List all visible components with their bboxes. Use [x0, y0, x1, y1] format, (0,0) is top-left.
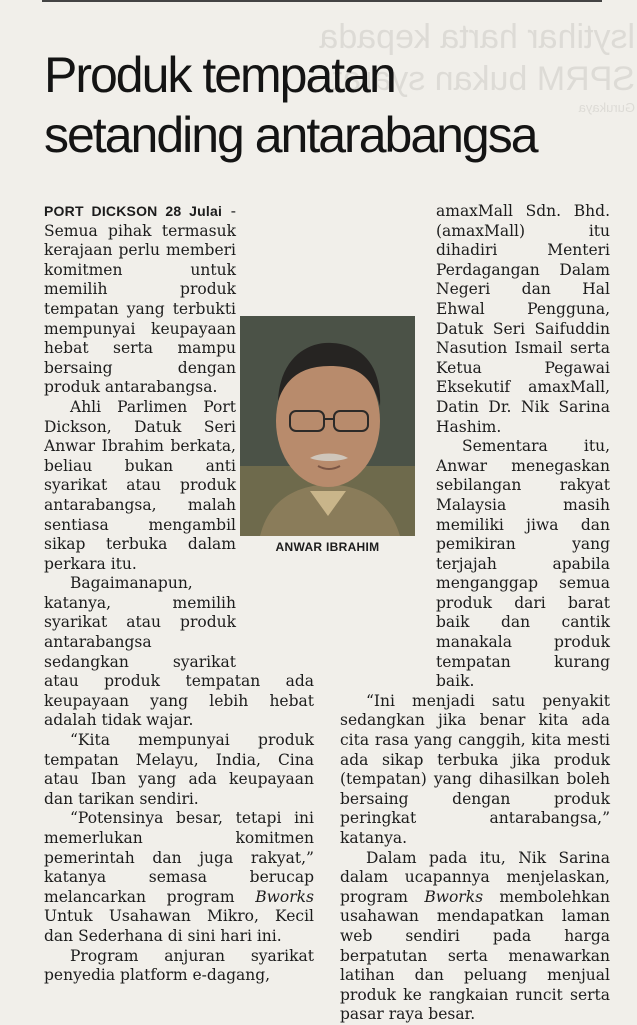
bleed-through-line-2: SPRM bukan syarat — [332, 60, 635, 98]
article-paragraph: “Ini menjadi satu penyakit sedangkan jika benar kita ada cita rasa yang canggih, kita mesti ada sikap terbuka jika produk (tempatan) yang dihasilkan boleh bersaing dengan produk peringkat antarabangsa,” katanya. — [340, 691, 610, 847]
dateline: PORT DICKSON 28 Julai — [44, 203, 223, 219]
program-name: Bworks — [424, 887, 484, 906]
photo-caption: ANWAR IBRAHIM — [275, 540, 380, 554]
article-paragraph: Bagaimanapun, katanya, memilih syarikat atau produk antarabangsa sedangkan syarikat atau produk tempatan ada keupayaan yang lebih hebat adalah tidak wajar. — [44, 574, 314, 730]
bleed-through-line-3: Gurukaya — [578, 100, 635, 115]
headline — [44, 45, 624, 165]
article-paragraph: Dalam pada itu, Nik Sarina dalam ucapannya menjelaskan, program Bworks membolehkan usahawan mendapatkan laman web sendiri pada harga berpatutan serta menawarkan latihan dan peluang menjual produk ke rangkaian runcit serta pasar raya besar. — [340, 848, 610, 1024]
article-paragraph: Program anjuran syarikat penyedia platform e-dagang, — [44, 946, 314, 985]
program-name: Bworks — [255, 887, 314, 906]
bleed-through-line-1: lsytihar harta kepada — [319, 18, 635, 56]
portrait-photo — [240, 316, 415, 536]
article-paragraph: Sementara itu, Anwar menegaskan sebilangan rakyat Malaysia masih memiliki jiwa dan pemikiran yang terjajah apabila menganggap semua produk dari barat baik dan cantik manakala produk tempatan kurang baik. — [436, 437, 610, 691]
top-rule — [42, 0, 602, 2]
article-paragraph: “Kita mempunyai produk tempatan Melayu, India, Cina atau Iban yang ada keupayaan dan tarikan sendiri. — [44, 731, 314, 808]
headline-line-2: setanding antarabangsa — [44, 107, 537, 163]
article-paragraph: PORT DICKSON 28 Julai - Semua pihak termasuk kerajaan perlu memberi komitmen untuk memilih produk tempatan yang terbukti mempunyai keupayaan hebat serta mampu bersaing dengan produk antarabangsa. — [44, 202, 237, 397]
article-paragraph: Ahli Parlimen Port Dickson, Datuk Seri Anwar Ibrahim berkata, beliau bukan anti syarikat atau produk antarabangsa, malah sentiasa mengambil sikap terbuka dalam perkara itu. — [44, 397, 236, 573]
portrait-illustration — [240, 316, 415, 536]
article-paragraph: amaxMall Sdn. Bhd. (amaxMall) itu dihadiri Menteri Perdagangan Dalam Negeri dan Hal Ehwal Pengguna, Datuk Seri Saifuddin Nasution Ismail serta Ketua Pegawai Eksekutif amaxMall, Datin Dr. Nik Sarina Hashim. — [436, 202, 610, 436]
headline-line-1: Produk tempatan — [44, 47, 395, 103]
article-paragraph: “Potensinya besar, tetapi ini memerlukan komitmen pemerintah dan juga rakyat,” katanya semasa berucap melancarkan program Bworks Untuk Usahawan Mikro, Kecil dan Sederhana di sini hari ini. — [44, 809, 314, 945]
